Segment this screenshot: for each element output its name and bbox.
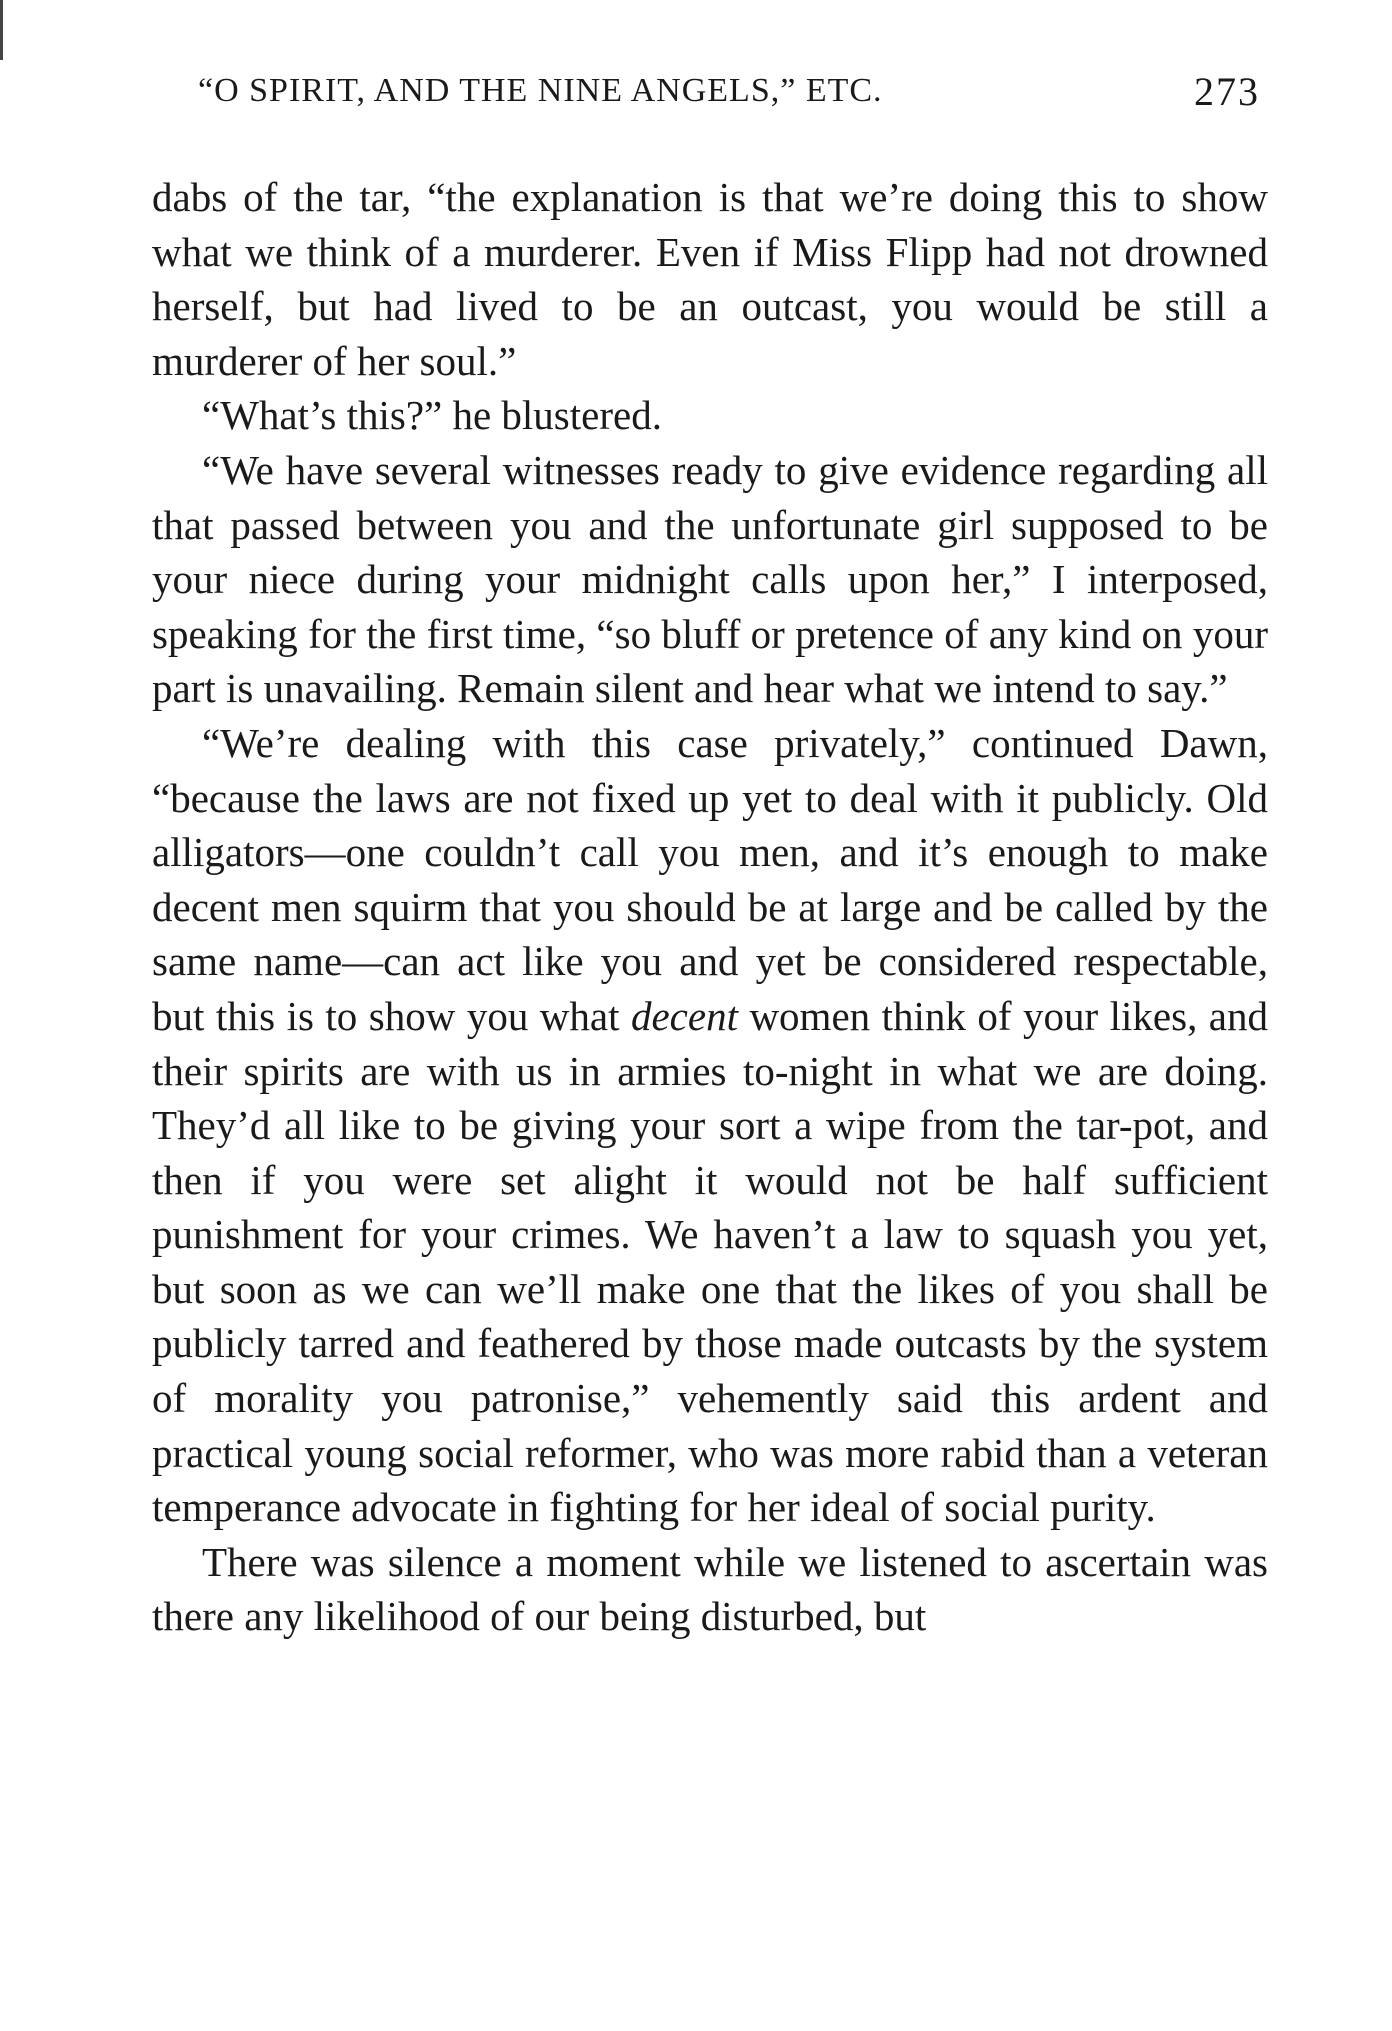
paragraph-4-before: “We’re dealing with this case privately,” continued Dawn, “because the laws are not fixed up yet to deal with it publicly. Old alligators—one couldn’t call you men, and it’s enough to make decent men squirm that you should be at large and be called by the same name—can act like you and yet be considered respectable, but this is to show you what xyxy=(152,719,1268,1039)
paragraph-4-emphasis: decent xyxy=(630,992,738,1039)
page-number: 273 xyxy=(1194,69,1260,114)
running-head xyxy=(198,69,1260,120)
paragraph-2: “What’s this?” he blustered. xyxy=(202,392,662,439)
paragraph-1: dabs of the tar, “the explanation is that we’re doing this to show what we think of a murderer. Even if Miss Flipp had not drowned herself, but had lived to be an outcast, you would be still a murderer of her soul.” xyxy=(152,174,1268,384)
paragraph-4 xyxy=(152,716,1268,1535)
paragraph-3: “We have several witnesses ready to give evidence regarding all that passed between you and the unfortunate girl supposed to be your niece during your midnight calls upon her,” I interposed, speaking for the first time, “so bluff or pretence of any kind on your part is unavailing. Remain silent and hear what we intend to say.” xyxy=(152,446,1268,712)
margin-mark xyxy=(0,0,3,60)
body-text xyxy=(152,170,1268,1644)
running-head-title: “O SPIRIT, AND THE NINE ANGELS,” ETC. xyxy=(198,72,883,109)
paragraph-4-after: women think of your likes, and their spirits are with us in armies to-night in what we are doing. They’d all like to be giving your sort a wipe from the tar-pot, and then if you were set alight it would not be half sufficient punishment for your crimes. We haven’t a law to squash you yet, but soon as we can we’ll make one that the likes of you shall be publicly tarred and feathered by those made outcasts by the system of morality you patronise,” vehemently said this ardent and practical young social reformer, who was more rabid than a veteran temperance advocate in fighting for her ideal of social purity. xyxy=(152,992,1269,1531)
paragraph-5: There was silence a moment while we listened to ascertain was there any likelihood of our being disturbed, but xyxy=(152,1538,1268,1640)
